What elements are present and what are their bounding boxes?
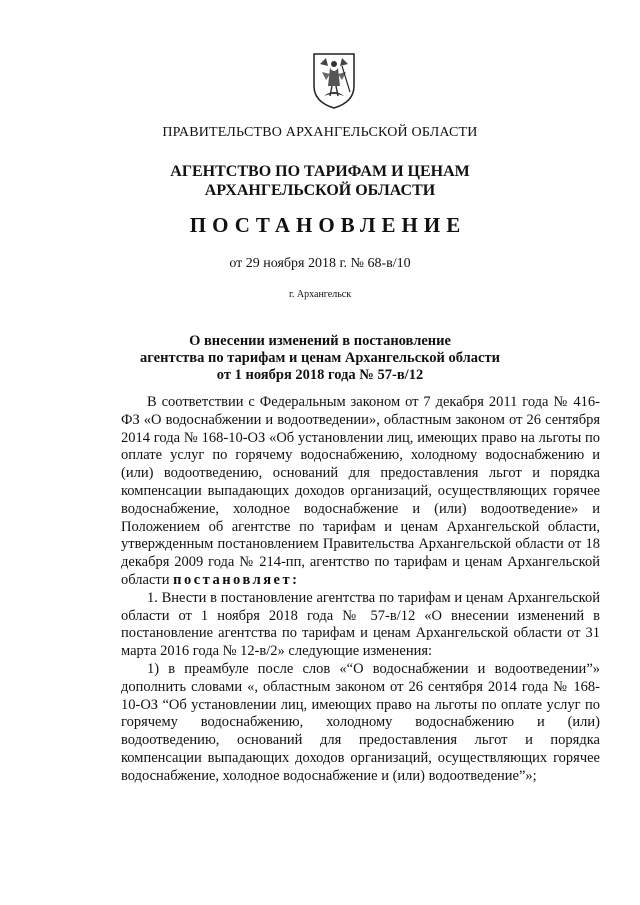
agency-title-line2: АРХАНГЕЛЬСКОЙ ОБЛАСТИ (204, 182, 436, 199)
resolves-text: постановляет: (173, 571, 300, 588)
preamble-text: В соответствии с Федеральным законом от 7 декабря 2011 года № 416-ФЗ «О водоснабжении и водоотведении», областным законом от 26 сентября 2014 года № 168-10-ОЗ «Об установлении лиц, имеющих право на льготы по оплате услуг по горячему водоснабжению, холодному водоснабжению и (или) водоотведению, оснований для предоставления льгот и порядка компенсации выпадающих доходов организаций, осуществляющих горячее водоснабжение, холодное водоснабжение и (или) водоотведение» и Положением об агентстве по тарифам и ценам Архангельской области, утвержденным постановлением Правительства Архангельской области от 18 декабря 2009 года № 214-пп, агентство по тарифам и ценам Архангельской области (121, 394, 600, 588)
government-title: ПРАВИТЕЛЬСТВО АРХАНГЕЛЬСКОЙ ОБЛАСТИ (162, 125, 478, 140)
document-body (121, 394, 600, 786)
subject-line3: от 1 ноября 2018 года № 57-в/12 (216, 367, 424, 383)
document-type: ПОСТАНОВЛЕНИЕ (189, 213, 467, 237)
agency-title-line1: АГЕНТСТВО ПО ТАРИФАМ И ЦЕНАМ (170, 163, 470, 180)
item-1-1-paragraph: 1) в преамбуле после слов «“О водоснабжении и водоотведении”» дополнить словами «, областным законом от 26 сентября 2014 года № 168-10-ОЗ “Об установлении лиц, имеющих право на льготы по оплате услуг по горячему водоснабжению, холодному водоснабжению и (или) водоотведению, оснований для предоставления льгот и порядка компенсации выпадающих доходов организаций, осуществляющих горячее водоснабжение, холодное водоснабжение и (или) водоотведение”»; (121, 660, 600, 784)
date-number: от 29 ноября 2018 г. № 68-в/10 (229, 256, 411, 271)
item-1-paragraph: 1. Внести в постановление агентства по тарифам и ценам Архангельской области от 1 ноября 2018 года № 57-в/12 «О внесении изменений в постановление агентства по тарифам и ценам Архангельской области от 31 марта 2016 года № 12-в/2» следующие изменения: (121, 589, 600, 660)
subject-line1: О внесении изменений в постановление (189, 333, 451, 349)
coat-of-arms-icon (312, 52, 356, 110)
subject-line2: агентства по тарифам и ценам Архангельской области (140, 350, 500, 366)
city: г. Архангельск (288, 289, 352, 300)
preamble-paragraph (121, 394, 600, 590)
document-subject (0, 333, 640, 384)
agency-title (0, 162, 640, 200)
